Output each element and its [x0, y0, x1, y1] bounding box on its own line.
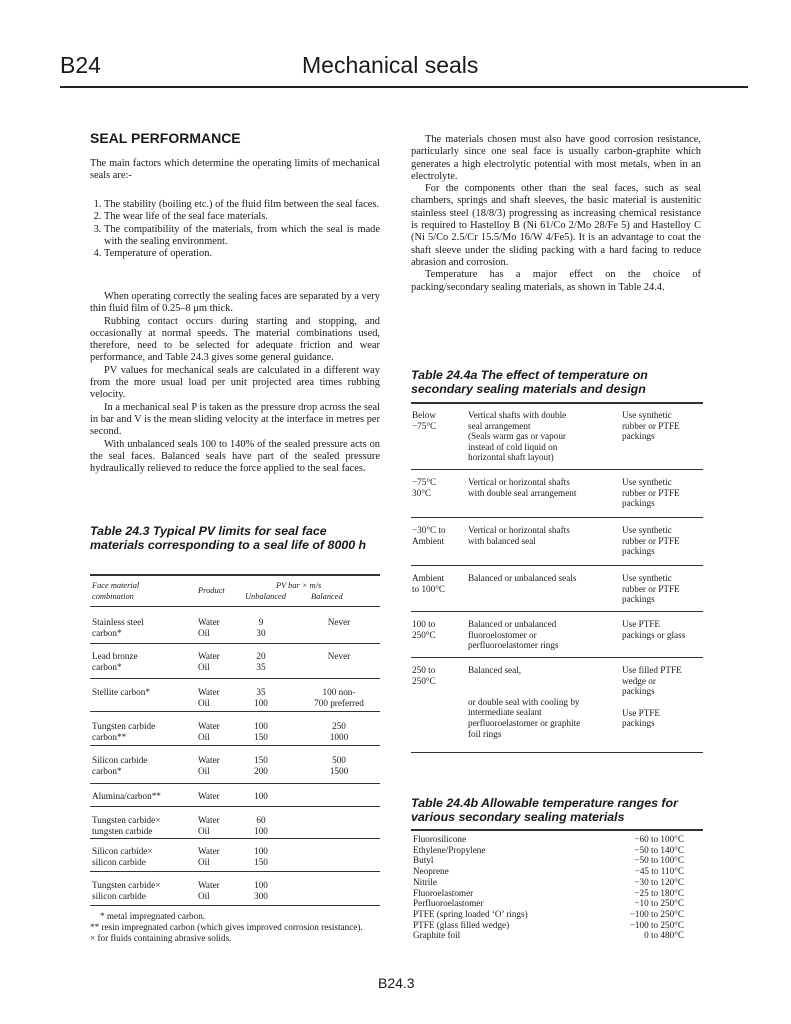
design-cell: with balanced seal — [468, 535, 536, 546]
range-cell: −10 to 250°C — [634, 898, 684, 909]
unbalanced-cell: 150 — [254, 732, 268, 742]
paragraph: In a mechanical seal P is taken as the pressure drop across the seal in bar and V is the mean sliding velocity at the interface in metres per second. — [90, 401, 380, 438]
product-cell: Water — [198, 721, 220, 731]
table-rule — [411, 657, 703, 658]
unbalanced-cell: 100 — [254, 721, 268, 731]
product-cell: Oil — [198, 857, 210, 867]
material-cell: packings — [622, 546, 655, 557]
product-cell: Water — [198, 791, 220, 801]
product-cell: Oil — [198, 732, 210, 742]
paragraph: When operating correctly the sealing faces are separated by a very thin fluid film of 0.25–8 μm thick. — [90, 291, 380, 315]
paragraph: Rubbing contact occurs during starting and stopping, and occasionally at normal speeds. The material combinations used, therefore, need to be selected for adequate friction and wear performance, and Table 24.3 gives some general guidance. — [90, 315, 380, 364]
product-cell: Water — [198, 755, 220, 765]
list-item: 3. The compatibility of the materials, from which the seal is made with the sealing environment. — [104, 224, 380, 249]
material-cell: packings — [622, 594, 655, 605]
unbalanced-cell: 200 — [254, 766, 268, 776]
design-cell: Balanced or unbalanced seals — [468, 573, 577, 583]
design-cell: instead of cold liquid on — [468, 441, 558, 452]
unbalanced-cell: 35 — [256, 662, 266, 672]
material-cell: Alumina/carbon** — [92, 791, 161, 801]
product-cell: Oil — [198, 662, 210, 672]
page-title: Mechanical seals — [302, 52, 479, 78]
table-rule — [90, 711, 380, 712]
paragraph: For the components other than the seal faces, such as seal chambers, springs and shaft sleeves, the basic material is austenitic stainless steel (18/8/3) progressing as increasing chemical resistance is required to Hastelloy B (Ni 61/Co 2/Mo 28/Fe 5) and Hastelloy C (Ni 5/Co 2.5/Cr 15.5/Mo 16/W 4/Fe5). It is an advantage to coat the shaft sleeve under the sliding packing with a hard facing to reduce abrasion and corrosion. — [411, 183, 701, 268]
balanced-cell: 1000 — [329, 732, 349, 742]
table-24-3-caption: Table 24.3 Typical PV limits for seal face materials corresponding to a seal life of 8000 h — [90, 524, 367, 552]
material-cell: silicon carbide — [92, 891, 146, 901]
table-rule — [90, 838, 380, 839]
table-24-4a-caption: Table 24.4a The effect of temperature on secondary sealing materials and design — [411, 368, 648, 396]
table-rule — [90, 871, 380, 872]
paragraph: With unbalanced seals 100 to 140% of the sealed pressure acts on the seal faces. Balanced seals have part of the sealed pressure hydraulically relieved to reduce the force applied to the seal faces. — [90, 438, 380, 475]
balanced-cell: Never — [327, 651, 351, 661]
product-cell: Oil — [198, 766, 210, 776]
material-cell: packings — [622, 431, 655, 442]
unbalanced-cell: 300 — [254, 891, 268, 901]
range-cell: −60 to 100°C — [634, 834, 684, 844]
design-cell: seal arrangement — [468, 420, 531, 431]
material-cell: packings — [622, 718, 655, 729]
range-cell: −30 to 120°C — [634, 876, 684, 887]
temperature-cell: 30°C — [412, 487, 431, 498]
table-24-4b-caption: Table 24.4b Allowable temperature ranges for various secondary sealing materials — [411, 796, 678, 824]
material-cell: rubber or PTFE — [622, 583, 680, 594]
paragraph: Temperature has a major effect on the choice of packing/secondary sealing materials, as shown in Table 24.4. — [411, 269, 701, 293]
temperature-cell: 100 to — [412, 619, 436, 629]
table-rule — [411, 565, 703, 566]
balanced-cell: Never — [327, 617, 351, 627]
balanced-cell: 500 — [332, 755, 346, 765]
temperature-cell: to 100°C — [412, 583, 446, 594]
material-cell: Stellite carbon* — [92, 687, 150, 697]
header-unbalanced: Unbalanced — [245, 592, 286, 601]
unbalanced-cell: 20 — [256, 651, 266, 661]
unbalanced-cell: 150 — [254, 857, 268, 867]
material-cell: Ethylene/Propylene — [413, 844, 486, 855]
material-cell: carbon* — [92, 766, 122, 776]
range-cell: −45 to 110°C — [634, 866, 684, 877]
design-cell: horizontal shaft layout) — [468, 452, 554, 463]
design-cell: (Seals warm gas or vapour — [468, 431, 566, 442]
material-cell: packings — [622, 686, 655, 697]
temperature-cell: −30°C to — [412, 525, 446, 535]
design-cell: Vertical shafts with double — [468, 410, 567, 420]
design-cell: Balanced or unbalanced — [468, 619, 557, 629]
material-cell: Silicon carbide — [92, 755, 148, 765]
list-item: 1. The stability (boiling etc.) of the fluid film between the seal faces. — [104, 199, 380, 211]
table-notes — [90, 911, 380, 943]
material-cell: rubber or PTFE — [622, 487, 680, 498]
design-cell: Balanced seal, — [468, 665, 522, 675]
intro-text: The main factors which determine the operating limits of mechanical seals are:- — [90, 158, 380, 182]
table-rule — [411, 611, 703, 612]
temperature-cell: 250 to — [412, 665, 436, 675]
material-cell: Perfluoroelastomer — [413, 898, 484, 909]
material-cell: Butyl — [413, 855, 434, 866]
product-cell: Water — [198, 846, 220, 856]
material-cell: Lead bronze — [92, 651, 138, 661]
table-rule — [90, 905, 380, 906]
unbalanced-cell: 30 — [256, 628, 266, 638]
material-cell: Nitrile — [413, 876, 437, 887]
material-cell: silicon carbide — [92, 857, 146, 867]
material-cell: Use synthetic — [622, 573, 672, 583]
material-cell: Silicon carbide× — [92, 846, 153, 856]
product-cell: Water — [198, 651, 220, 661]
table-rule — [411, 752, 703, 753]
header-rule — [60, 86, 748, 88]
temperature-cell: −75°C — [412, 477, 437, 487]
material-cell: carbon* — [92, 662, 122, 672]
product-cell: Oil — [198, 628, 210, 638]
range-cell: −100 to 250°C — [629, 908, 684, 919]
section-code: B24 — [60, 52, 101, 78]
table-rule — [411, 517, 703, 518]
material-cell: Tungsten carbide — [92, 721, 156, 731]
design-cell: with double seal arrangement — [468, 487, 577, 498]
product-cell: Water — [198, 815, 220, 825]
design-cell: or double seal with cooling by — [468, 696, 580, 707]
factor-list — [90, 199, 380, 260]
material-cell: packings or glass — [622, 629, 686, 640]
material-cell: packings — [622, 498, 655, 509]
unbalanced-cell: 9 — [258, 617, 264, 627]
material-cell: Use PTFE — [622, 707, 661, 718]
unbalanced-cell: 100 — [254, 846, 268, 856]
design-cell: perfluoroelastomer rings — [468, 640, 559, 651]
range-cell: 0 to 480°C — [644, 930, 684, 941]
table-rule — [90, 574, 380, 576]
temperature-cell: Ambient — [412, 535, 445, 546]
balanced-cell: 700 preferred — [314, 698, 364, 708]
range-cell: −100 to 250°C — [629, 919, 684, 930]
material-cell: tungsten carbide — [92, 826, 153, 836]
temperature-cell: −75°C — [412, 420, 437, 431]
list-item: 4. Temperature of operation. — [104, 248, 380, 260]
temperature-cell: Ambient — [412, 573, 445, 583]
material-cell: Use synthetic — [622, 525, 672, 535]
section-heading: SEAL PERFORMANCE — [90, 130, 241, 146]
unbalanced-cell: 100 — [254, 791, 268, 801]
note: ** resin impregnated carbon (which gives improved corrosion resistance). — [90, 921, 363, 932]
table-rule — [90, 745, 380, 746]
temperature-cell: Below — [412, 410, 436, 420]
material-cell: rubber or PTFE — [622, 420, 680, 431]
design-cell: fluoroelostomer or — [468, 629, 537, 640]
list-item: 2. The wear life of the seal face materials. — [104, 211, 380, 223]
balanced-cell: 100 non- — [322, 687, 356, 697]
table-rule — [90, 643, 380, 644]
design-cell: intermediate sealant — [468, 707, 542, 718]
material-cell: wedge or — [622, 675, 656, 686]
table-rule — [90, 678, 380, 679]
header-product: Product — [198, 586, 225, 595]
unbalanced-cell: 35 — [256, 687, 266, 697]
body-text-left — [90, 291, 380, 475]
note: × for fluids containing abrasive solids. — [90, 932, 232, 943]
unbalanced-cell: 100 — [254, 698, 268, 708]
unbalanced-cell: 100 — [254, 880, 268, 890]
header-face-material: Face material — [92, 581, 140, 590]
temperature-cell: 250°C — [412, 675, 436, 686]
product-cell: Water — [198, 687, 220, 697]
design-cell: foil rings — [468, 728, 502, 739]
balanced-cell: 1500 — [329, 766, 349, 776]
header-balanced: Balanced — [311, 592, 343, 601]
unbalanced-cell: 60 — [256, 815, 266, 825]
material-cell: Use filled PTFE — [622, 665, 682, 675]
material-cell: Use synthetic — [622, 477, 672, 487]
paragraph: PV values for mechanical seals are calculated in a different way from the more usual load per unit projected area times rubbing velocity. — [90, 364, 380, 401]
header-pv: PV bar × m/s — [276, 581, 322, 590]
product-cell: Oil — [198, 826, 210, 836]
range-cell: −50 to 140°C — [634, 844, 684, 855]
header-combination: combination — [92, 592, 134, 601]
material-cell: carbon** — [92, 732, 127, 742]
material-cell: Tungsten carbide× — [92, 815, 161, 825]
page-number: B24.3 — [378, 975, 415, 991]
unbalanced-cell: 100 — [254, 826, 268, 836]
unbalanced-cell: 150 — [254, 755, 268, 765]
material-cell: Fluoroelastomer — [413, 887, 474, 898]
range-cell: −25 to 180°C — [634, 887, 684, 898]
material-cell: Use synthetic — [622, 410, 672, 420]
design-cell: Vertical or horizontal shafts — [468, 477, 570, 487]
material-cell: carbon* — [92, 628, 122, 638]
material-cell: PTFE (spring loaded ‘O’ rings) — [413, 908, 528, 919]
table-rule — [90, 783, 380, 784]
material-cell: Graphite foil — [413, 930, 461, 941]
product-cell: Oil — [198, 891, 210, 901]
product-cell: Water — [198, 880, 220, 890]
table-rule — [411, 469, 703, 470]
range-cell: −50 to 100°C — [634, 855, 684, 866]
temperature-cell: 250°C — [412, 629, 436, 640]
intro-paragraph — [90, 158, 380, 183]
table-rule — [411, 829, 703, 831]
body-text-right — [411, 134, 701, 294]
product-cell: Water — [198, 617, 220, 627]
material-cell: Use PTFE — [622, 619, 661, 629]
material-cell: Stainless steel — [92, 617, 144, 627]
note: * metal impregnated carbon. — [100, 911, 206, 921]
paragraph: The materials chosen must also have good corrosion resistance, particularly since one seal face is usually carbon-graphite which generates a high electrolytic potential with most metals, when in an electrolyte. — [411, 134, 701, 182]
product-cell: Oil — [198, 698, 210, 708]
material-cell: rubber or PTFE — [622, 535, 680, 546]
design-cell: perfluoroelastomer or graphite — [468, 718, 581, 728]
table-rule — [90, 806, 380, 807]
material-cell: PTFE (glass filled wedge) — [413, 919, 510, 930]
balanced-cell: 250 — [332, 721, 346, 731]
table-rule — [90, 606, 380, 607]
material-cell: Tungsten carbide× — [92, 880, 161, 890]
table-rule — [411, 402, 703, 404]
material-cell: Fluorosilicone — [413, 834, 467, 844]
design-cell: Vertical or horizontal shafts — [468, 525, 570, 535]
material-cell: Neoprene — [413, 866, 449, 877]
